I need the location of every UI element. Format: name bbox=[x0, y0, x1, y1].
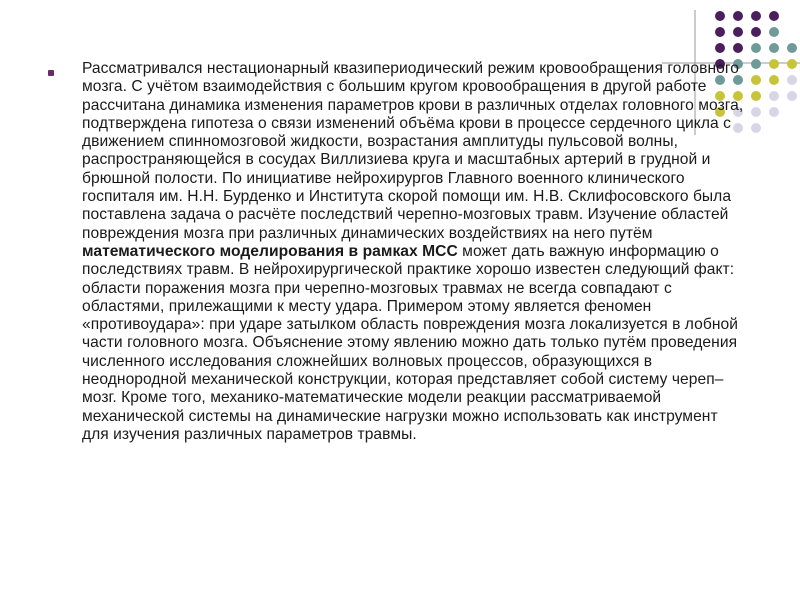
decorative-dot bbox=[733, 27, 743, 37]
decorative-dot bbox=[751, 43, 761, 53]
decorative-dot bbox=[715, 43, 725, 53]
decorative-dot bbox=[787, 43, 797, 53]
decorative-dot bbox=[769, 91, 779, 101]
body-paragraph bbox=[82, 60, 748, 444]
decorative-dot bbox=[769, 59, 779, 69]
decorative-dot bbox=[769, 43, 779, 53]
bullet-item bbox=[48, 60, 748, 444]
decorative-dot bbox=[751, 123, 761, 133]
decorative-dot bbox=[751, 91, 761, 101]
decorative-dot bbox=[751, 107, 761, 117]
decorative-dot bbox=[787, 75, 797, 85]
decorative-dot bbox=[751, 59, 761, 69]
body-text-part2: может дать важную информацию о последствиях травм. В нейрохирургической практике хорошо известен следующий факт: области поражения мозга при черепно-мозговых травмах не всегда совпадают с областями, прилежащими к месту удара. Примером этому является феномен «противоудара»: при ударе затылком область повреждения мозга локализуется в лобной части головного мозга. Объяснение этому явлению можно дать только путём проведения численного исследования сложнейших волновых процессов, образующихся в неоднородной механической конструкции, которая представляет собой систему череп–мозг. Кроме того, механико-математические модели реакции рассматриваемой механической системы на динамические нагрузки можно использовать как инструмент для изучения различных параметров травмы. bbox=[82, 242, 738, 443]
decorative-dot bbox=[769, 11, 779, 21]
decorative-dot bbox=[787, 91, 797, 101]
decorative-dot bbox=[751, 75, 761, 85]
body-text-bold: математического моделирования в рамках МСС bbox=[82, 242, 458, 260]
decorative-dot bbox=[733, 43, 743, 53]
decorative-dot bbox=[733, 11, 743, 21]
decorative-dot bbox=[769, 107, 779, 117]
decorative-dot bbox=[769, 27, 779, 37]
decorative-dot bbox=[751, 11, 761, 21]
bullet-marker bbox=[48, 70, 54, 76]
decorative-dot bbox=[787, 59, 797, 69]
body-text-part1: Рассматривался нестационарный квазипериодический режим кровообращения головного мозга. С учётом взаимодействия с большим кругом кровообращения в другой работе рассчитана динамика изменения параметров крови в различных отделах головного мозга, подтверждена гипотеза о связи изменений объёма крови в процессе сердечного цикла с движением спинномозговой жидкости, возрастания амплитуды пульсовой волны, распространяющейся в сосудах Виллизиева круга и масштабных артерий в грудной и брюшной полости. По инициативе нейрохирургов Главного военного клинического госпиталя им. Н.Н. Бурденко и Института скорой помощи им. Н.В. Склифосовского была поставлена задача о расчёте последствий черепно-мозговых травм. Изучение областей повреждения мозга при различных динамических воздействиях на него путём bbox=[82, 60, 744, 242]
decorative-dot bbox=[751, 27, 761, 37]
decorative-dot bbox=[715, 11, 725, 21]
decorative-dot bbox=[715, 27, 725, 37]
decorative-dot bbox=[769, 75, 779, 85]
slide-content bbox=[48, 60, 748, 444]
